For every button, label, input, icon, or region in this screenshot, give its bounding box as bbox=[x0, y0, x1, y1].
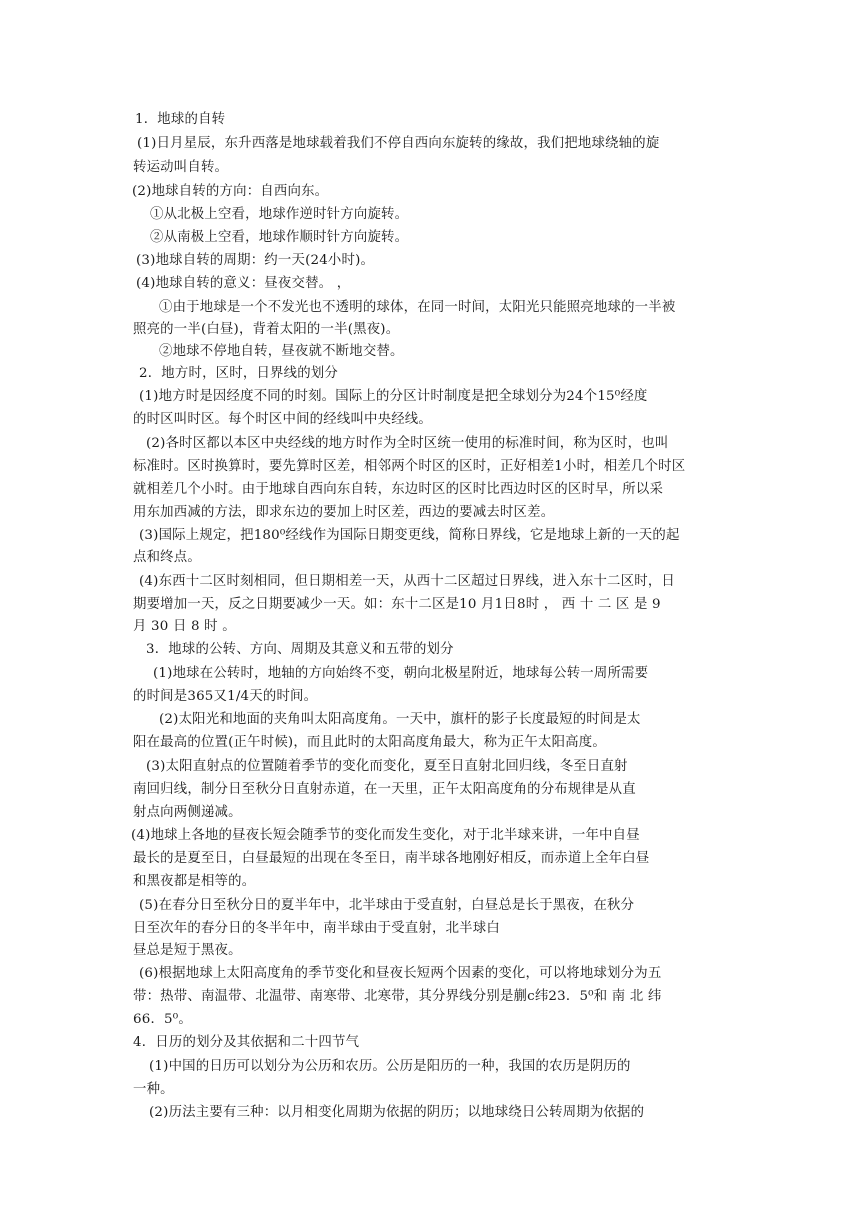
paragraph-line: (3)国际上规定，把180⁰经线作为国际日期变更线，简称日界线，它是地球上新的一天的起 bbox=[139, 528, 680, 543]
paragraph-line: ②地球不停地自转，昼夜就不断地交替。 bbox=[159, 344, 404, 359]
paragraph-line: (3)太阳直射点的位置随着季节的变化而变化，夏至日直射北回归线，冬至日直射 bbox=[146, 759, 628, 774]
section-heading: 4．日历的划分及其依据和二十四节气 bbox=[133, 1035, 360, 1050]
paragraph-line: (2)地球自转的方向：自西向东。 bbox=[132, 184, 329, 199]
paragraph-line: 标准时。区时换算时，要先算时区差，相邻两个时区的区时，正好相差1小时，相差几个时区 bbox=[133, 459, 686, 474]
paragraph-line: 日至次年的春分日的冬半年中，南半球由于受直射，北半球白 bbox=[133, 921, 500, 936]
paragraph-line: (4)地球自转的意义：昼夜交替。 ， bbox=[136, 276, 351, 291]
paragraph-line: 的时间是365又1/4天的时间。 bbox=[133, 689, 318, 704]
paragraph-line: (2)历法主要有三种：以月相变化周期为依据的阴历；以地球绕日公转周期为依据的 bbox=[149, 1105, 645, 1120]
paragraph-line: 和黑夜都是相等的。 bbox=[133, 874, 256, 889]
paragraph-line: 期要增加一天，反之日期要减少一天。如：东十二区是10 月1日8时 ， 西 十 二 区 是 9 bbox=[133, 597, 661, 612]
paragraph-line: 点和终点。 bbox=[133, 550, 201, 565]
paragraph-line: 昼总是短于黑夜。 bbox=[133, 943, 242, 958]
paragraph-line: (1)日月星辰，东升西落是地球载着我们不停自西向东旋转的缘故，我们把地球绕轴的旋 bbox=[137, 136, 660, 151]
paragraph-line: ①由于地球是一个不发光也不透明的球体，在同一时间，太阳光只能照亮地球的一半被 bbox=[159, 300, 676, 315]
paragraph-line: 转运动叫自转。 bbox=[133, 160, 229, 175]
paragraph-line: 最长的是夏至日，白昼最短的出现在冬至日，南半球各地刚好相反，而赤道上全年白昼 bbox=[133, 851, 650, 866]
paragraph-line: 月 30 日 8 时 。 bbox=[133, 619, 236, 634]
paragraph-line: ②从南极上空看，地球作顺时针方向旋转。 bbox=[150, 230, 409, 245]
paragraph-line: (6)根据地球上太阳高度角的季节变化和昼夜长短两个因素的变化，可以将地球划分为五 bbox=[139, 966, 662, 981]
paragraph-line: 用东加西减的方法，即求东边的要加上时区差，西边的要减去时区差。 bbox=[133, 505, 555, 520]
paragraph-line: (1)地球在公转时，地轴的方向始终不变，朝向北极星附近，地球每公转一周所需要 bbox=[153, 666, 649, 681]
section-heading: 2．地方时，区时，日界线的划分 bbox=[139, 366, 338, 381]
paragraph-line: 一种。 bbox=[133, 1082, 174, 1097]
paragraph-line: (1)地方时是因经度不同的时刻。国际上的分区计时制度是把全球划分为24个15⁰经度 bbox=[139, 389, 648, 404]
paragraph-line: 照亮的一半(白昼)，背着太阳的一半(黑夜)。 bbox=[133, 322, 400, 337]
paragraph-line: (2)太阳光和地面的夹角叫太阳高度角。一天中，旗杆的影子长度最短的时间是太 bbox=[159, 712, 641, 727]
paragraph-line: 就相差几个小时。由于地球自西向东自转，东边时区的区时比西边时区的区时早，所以采 bbox=[133, 482, 664, 497]
section-heading: 3．地球的公转、方向、周期及其意义和五带的划分 bbox=[146, 642, 454, 657]
paragraph-line: (2)各时区都以本区中央经线的地方时作为全时区统一使用的标准时间，称为区时，也叫 bbox=[146, 436, 669, 451]
paragraph-line: (3)地球自转的周期：约一天(24小时)。 bbox=[136, 253, 375, 268]
paragraph-line: (4)地球上各地的昼夜长短会随季节的变化而发生变化，对于北半球来讲，一年中自昼 bbox=[131, 828, 640, 843]
paragraph-line: 带：热带、南温带、北温带、南寒带、北寒带，其分界线分别是蒯c纬23．5⁰和 南 北 纬 bbox=[133, 989, 662, 1004]
paragraph-line: (5)在春分日至秋分日的夏半年中，北半球由于受直射，白昼总是长于黑夜，在秋分 bbox=[139, 898, 635, 913]
paragraph-line: 南回归线，制分日至秋分日直射赤道，在一天里，正午太阳高度角的分布规律是从直 bbox=[133, 782, 636, 797]
paragraph-line: 66．5⁰。 bbox=[133, 1012, 192, 1027]
paragraph-line: 的时区叫时区。每个时区中间的经线叫中央经线。 bbox=[133, 412, 432, 427]
section-heading: 1．地球的自转 bbox=[135, 112, 226, 127]
paragraph-line: (4)东西十二区时刻相同，但日期相差一天，从西十二区超过日界线，进入东十二区时，日 bbox=[139, 574, 676, 589]
paragraph-line: 阳在最高的位置(正午时候)，而且此时的太阳高度角最大，称为正午太阳高度。 bbox=[133, 735, 606, 750]
paragraph-line: 射点向两侧递减。 bbox=[133, 805, 242, 820]
paragraph-line: ①从北极上空看，地球作逆时针方向旋转。 bbox=[150, 207, 409, 222]
paragraph-line: (1)中国的日历可以划分为公历和农历。公历是阳历的一种，我国的农历是阴历的 bbox=[149, 1059, 631, 1074]
